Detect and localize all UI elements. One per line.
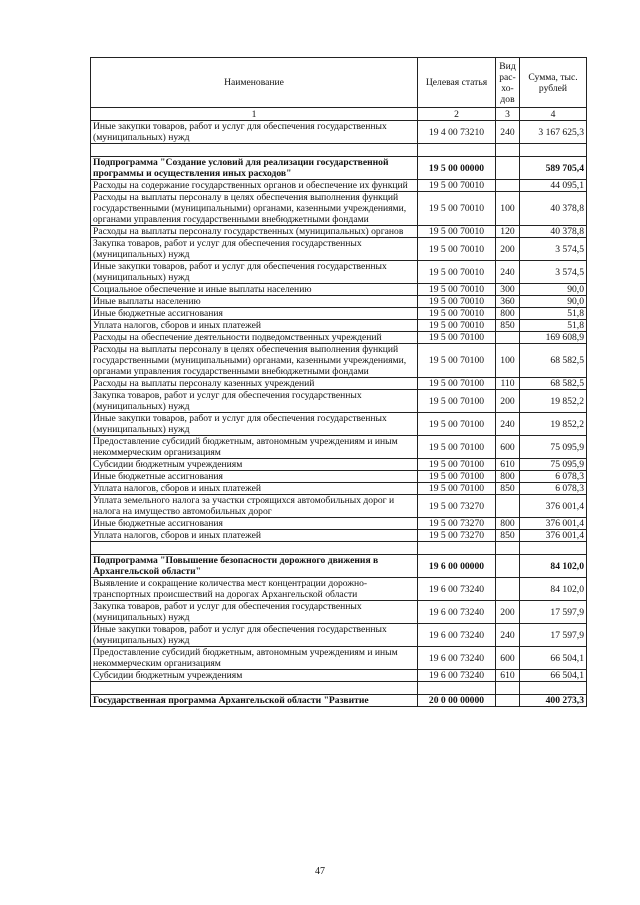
row-expense-type: 200	[496, 601, 520, 624]
row-target-code: 19 6 00 73240	[418, 647, 496, 670]
column-number: 2	[418, 108, 496, 121]
row-name: Подпрограмма "Создание условий для реализации государственной программы и осуществления иных расходов"	[91, 157, 418, 180]
row-name: Расходы на обеспечение деятельности подведомственных учреждений	[91, 332, 418, 344]
column-number: 3	[496, 108, 520, 121]
empty-cell	[496, 682, 520, 695]
header-vid: Вид рас-хо-дов	[496, 58, 520, 108]
row-target-code: 19 5 00 70100	[418, 459, 496, 471]
row-expense-type: 850	[496, 483, 520, 495]
row-target-code: 19 6 00 73240	[418, 670, 496, 682]
column-number-row	[91, 108, 587, 121]
row-target-code: 19 6 00 73240	[418, 624, 496, 647]
row-expense-type: 850	[496, 530, 520, 542]
row-target-code: 19 5 00 70100	[418, 332, 496, 344]
table-row	[91, 624, 587, 647]
row-amount: 44 095,1	[520, 180, 587, 192]
row-amount: 3 167 625,3	[520, 121, 587, 144]
row-name: Иные бюджетные ассигнования	[91, 518, 418, 530]
row-expense-type: 800	[496, 471, 520, 483]
header-code: Целевая статья	[418, 58, 496, 108]
row-amount: 19 852,2	[520, 390, 587, 413]
table-row	[91, 518, 587, 530]
row-target-code: 19 5 00 70100	[418, 436, 496, 459]
spacer-row	[91, 682, 587, 695]
table-row	[91, 459, 587, 471]
table-row	[91, 238, 587, 261]
row-expense-type	[496, 578, 520, 601]
row-expense-type: 240	[496, 624, 520, 647]
row-target-code: 19 5 00 70010	[418, 180, 496, 192]
row-expense-type: 240	[496, 413, 520, 436]
row-name: Предоставление субсидий бюджетным, автономным учреждениям и иным некоммерческим организациям	[91, 436, 418, 459]
row-expense-type: 360	[496, 296, 520, 308]
table-row	[91, 495, 587, 518]
row-amount: 6 078,3	[520, 471, 587, 483]
spacer-row	[91, 144, 587, 157]
table-row	[91, 670, 587, 682]
row-name: Уплата налогов, сборов и иных платежей	[91, 530, 418, 542]
row-expense-type: 800	[496, 518, 520, 530]
table-row	[91, 332, 587, 344]
empty-cell	[418, 144, 496, 157]
row-amount: 75 095,9	[520, 459, 587, 471]
row-expense-type: 120	[496, 226, 520, 238]
table-row	[91, 695, 587, 707]
row-name: Уплата земельного налога за участки строящихся автомобильных дорог и налога на имущество автомобильных дорог	[91, 495, 418, 518]
empty-cell	[520, 144, 587, 157]
table-row	[91, 530, 587, 542]
row-target-code: 19 5 00 70010	[418, 226, 496, 238]
row-expense-type: 610	[496, 670, 520, 682]
row-amount: 6 078,3	[520, 483, 587, 495]
empty-cell	[496, 542, 520, 555]
row-name: Государственная программа Архангельской области "Развитие	[91, 695, 418, 707]
table-row	[91, 578, 587, 601]
row-amount: 589 705,4	[520, 157, 587, 180]
column-number: 1	[91, 108, 418, 121]
row-expense-type	[496, 157, 520, 180]
row-target-code: 19 5 00 70100	[418, 483, 496, 495]
row-target-code: 19 6 00 73240	[418, 578, 496, 601]
row-expense-type: 800	[496, 308, 520, 320]
row-name: Уплата налогов, сборов и иных платежей	[91, 483, 418, 495]
row-name: Иные бюджетные ассигнования	[91, 471, 418, 483]
row-target-code: 19 6 00 73240	[418, 601, 496, 624]
table-row	[91, 180, 587, 192]
row-expense-type: 600	[496, 647, 520, 670]
row-amount: 51,8	[520, 320, 587, 332]
table-row	[91, 226, 587, 238]
table-row	[91, 601, 587, 624]
empty-cell	[418, 542, 496, 555]
page-number: 47	[315, 866, 325, 877]
row-target-code: 19 4 00 73210	[418, 121, 496, 144]
row-expense-type: 300	[496, 284, 520, 296]
row-name: Субсидии бюджетным учреждениям	[91, 670, 418, 682]
row-target-code: 20 0 00 00000	[418, 695, 496, 707]
table-row	[91, 157, 587, 180]
row-name: Иные закупки товаров, работ и услуг для обеспечения государственных (муниципальных) нужд	[91, 413, 418, 436]
column-number: 4	[520, 108, 587, 121]
row-amount: 3 574,5	[520, 238, 587, 261]
row-amount: 66 504,1	[520, 647, 587, 670]
row-amount: 90,0	[520, 284, 587, 296]
row-expense-type: 850	[496, 320, 520, 332]
empty-cell	[91, 542, 418, 555]
row-target-code: 19 5 00 70100	[418, 344, 496, 378]
row-expense-type	[496, 180, 520, 192]
row-amount: 17 597,9	[520, 624, 587, 647]
row-amount: 90,0	[520, 296, 587, 308]
row-expense-type: 240	[496, 261, 520, 284]
table-row	[91, 344, 587, 378]
table-row	[91, 320, 587, 332]
row-target-code: 19 5 00 73270	[418, 495, 496, 518]
row-target-code: 19 5 00 73270	[418, 530, 496, 542]
row-amount: 68 582,5	[520, 378, 587, 390]
row-amount: 66 504,1	[520, 670, 587, 682]
row-target-code: 19 5 00 00000	[418, 157, 496, 180]
row-name: Расходы на выплаты персоналу государственных (муниципальных) органов	[91, 226, 418, 238]
table-row	[91, 284, 587, 296]
row-expense-type	[496, 695, 520, 707]
row-expense-type	[496, 495, 520, 518]
row-amount: 3 574,5	[520, 261, 587, 284]
table-row	[91, 390, 587, 413]
row-target-code: 19 5 00 70010	[418, 308, 496, 320]
row-name: Предоставление субсидий бюджетным, автономным учреждениям и иным некоммерческим организациям	[91, 647, 418, 670]
row-target-code: 19 5 00 73270	[418, 518, 496, 530]
table-row	[91, 308, 587, 320]
empty-cell	[418, 682, 496, 695]
table-body	[91, 121, 587, 707]
table-row	[91, 647, 587, 670]
row-amount: 84 102,0	[520, 555, 587, 578]
header-row	[91, 58, 587, 108]
row-target-code: 19 6 00 00000	[418, 555, 496, 578]
row-target-code: 19 5 00 70010	[418, 192, 496, 226]
row-expense-type: 600	[496, 436, 520, 459]
row-name: Закупка товаров, работ и услуг для обеспечения государственных (муниципальных) нужд	[91, 238, 418, 261]
row-name: Иные закупки товаров, работ и услуг для обеспечения государственных (муниципальных) нужд	[91, 121, 418, 144]
row-name: Расходы на выплаты персоналу казенных учреждений	[91, 378, 418, 390]
row-target-code: 19 5 00 70010	[418, 238, 496, 261]
header-name: Наименование	[91, 58, 418, 108]
row-name: Иные закупки товаров, работ и услуг для обеспечения государственных (муниципальных) нужд	[91, 624, 418, 647]
table-row	[91, 192, 587, 226]
row-amount: 19 852,2	[520, 413, 587, 436]
table-row	[91, 296, 587, 308]
row-name: Субсидии бюджетным учреждениям	[91, 459, 418, 471]
row-amount: 68 582,5	[520, 344, 587, 378]
row-expense-type: 110	[496, 378, 520, 390]
row-expense-type	[496, 555, 520, 578]
table-row	[91, 471, 587, 483]
row-amount: 376 001,4	[520, 530, 587, 542]
budget-table	[90, 57, 587, 707]
row-name: Закупка товаров, работ и услуг для обеспечения государственных (муниципальных) нужд	[91, 390, 418, 413]
row-name: Уплата налогов, сборов и иных платежей	[91, 320, 418, 332]
row-name: Расходы на выплаты персоналу в целях обеспечения выполнения функций государственными (муниципальными) органами, казенными учреждениями, органами управления государственными внебюджетными фондами	[91, 192, 418, 226]
row-expense-type: 100	[496, 344, 520, 378]
table-row	[91, 555, 587, 578]
spacer-row	[91, 542, 587, 555]
row-expense-type: 610	[496, 459, 520, 471]
row-amount: 376 001,4	[520, 495, 587, 518]
row-amount: 17 597,9	[520, 601, 587, 624]
row-target-code: 19 5 00 70100	[418, 413, 496, 436]
row-target-code: 19 5 00 70100	[418, 390, 496, 413]
row-name: Подпрограмма "Повышение безопасности дорожного движения в Архангельской области"	[91, 555, 418, 578]
row-expense-type: 240	[496, 121, 520, 144]
row-name: Расходы на выплаты персоналу в целях обеспечения выполнения функций государственными (муниципальными) органами, казенными учреждениями, органами управления государственными внебюджетными фондами	[91, 344, 418, 378]
table-row	[91, 436, 587, 459]
row-name: Иные бюджетные ассигнования	[91, 308, 418, 320]
row-amount: 51,8	[520, 308, 587, 320]
row-name: Закупка товаров, работ и услуг для обеспечения государственных (муниципальных) нужд	[91, 601, 418, 624]
row-target-code: 19 5 00 70010	[418, 284, 496, 296]
table-row	[91, 121, 587, 144]
row-target-code: 19 5 00 70100	[418, 471, 496, 483]
row-amount: 400 273,3	[520, 695, 587, 707]
row-name: Иные закупки товаров, работ и услуг для обеспечения государственных (муниципальных) нужд	[91, 261, 418, 284]
table-row	[91, 261, 587, 284]
row-amount: 40 378,8	[520, 226, 587, 238]
row-amount: 40 378,8	[520, 192, 587, 226]
row-target-code: 19 5 00 70100	[418, 378, 496, 390]
row-target-code: 19 5 00 70010	[418, 320, 496, 332]
empty-cell	[91, 144, 418, 157]
row-amount: 376 001,4	[520, 518, 587, 530]
table-row	[91, 483, 587, 495]
row-name: Социальное обеспечение и иные выплаты населению	[91, 284, 418, 296]
row-expense-type: 100	[496, 192, 520, 226]
empty-cell	[520, 682, 587, 695]
row-target-code: 19 5 00 70010	[418, 296, 496, 308]
header-sum: Сумма, тыс. рублей	[520, 58, 587, 108]
row-amount: 84 102,0	[520, 578, 587, 601]
row-name: Иные выплаты населению	[91, 296, 418, 308]
row-expense-type: 200	[496, 390, 520, 413]
row-expense-type: 200	[496, 238, 520, 261]
empty-cell	[91, 682, 418, 695]
row-target-code: 19 5 00 70010	[418, 261, 496, 284]
row-expense-type	[496, 332, 520, 344]
row-amount: 75 095,9	[520, 436, 587, 459]
row-name: Выявление и сокращение количества мест концентрации дорожно-транспортных происшествий на дорогах Архангельской области	[91, 578, 418, 601]
table-row	[91, 413, 587, 436]
empty-cell	[496, 144, 520, 157]
empty-cell	[520, 542, 587, 555]
table-row	[91, 378, 587, 390]
row-name: Расходы на содержание государственных органов и обеспечение их функций	[91, 180, 418, 192]
row-amount: 169 608,9	[520, 332, 587, 344]
